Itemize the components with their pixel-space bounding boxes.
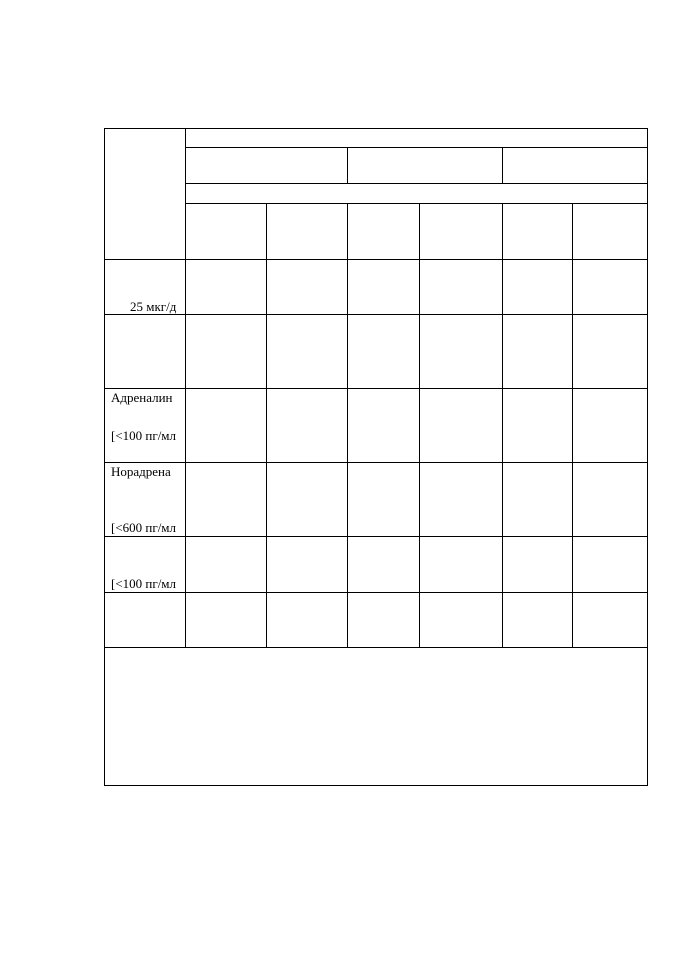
row-label-adrenaline: Адреналин	[111, 390, 173, 405]
column-line	[502, 203, 503, 648]
table-border-right	[647, 128, 648, 786]
row-label-dose: 25 мкг/д	[130, 299, 177, 314]
table-border-bottom	[104, 785, 648, 786]
column-line	[572, 203, 573, 648]
row-label-noradrenaline: Норадрена	[111, 464, 171, 479]
header-line	[185, 183, 648, 184]
header-line	[185, 203, 648, 204]
label-column-line	[185, 128, 186, 648]
group-line	[502, 147, 503, 184]
row-label-adrenaline-norm: [<100 пг/мл	[111, 428, 177, 443]
header-line	[185, 147, 648, 148]
row-label-noradrenaline-norm: [<600 пг/мл	[111, 520, 177, 535]
column-line	[419, 203, 420, 648]
table-border-left	[104, 128, 105, 786]
group-line	[347, 147, 348, 184]
column-line	[347, 203, 348, 648]
column-line	[266, 203, 267, 648]
row-label-norm: [<100 пг/мл	[111, 576, 177, 591]
